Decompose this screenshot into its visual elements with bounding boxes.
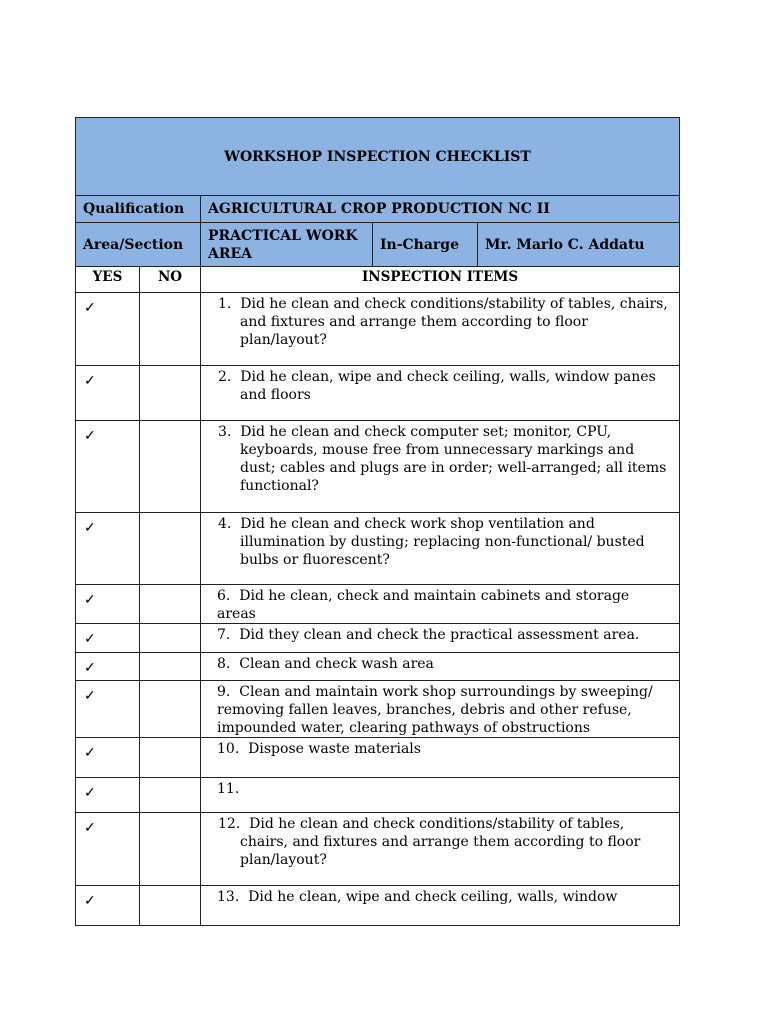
- items-column-header: INSPECTION ITEMS: [201, 267, 680, 293]
- table-row: [76, 513, 680, 585]
- check-mark-icon: ✓: [84, 592, 96, 608]
- check-mark-icon: ✓: [84, 785, 96, 801]
- no-check-cell: [140, 624, 201, 653]
- no-check-cell: [140, 886, 201, 926]
- inspection-item: [201, 366, 680, 421]
- table-row: [76, 585, 680, 624]
- item-number: 7.: [217, 627, 231, 643]
- item-text: Did he clean, check and maintain cabinets and storage areas: [217, 588, 630, 622]
- table-row: [76, 624, 680, 653]
- check-mark-icon: ✓: [84, 520, 96, 536]
- inspection-checklist-table: [75, 117, 680, 926]
- yes-check-cell: [76, 778, 140, 813]
- item-text: Did he clean, wipe and check ceiling, walls, window: [248, 889, 618, 905]
- item-text: Clean and maintain work shop surroundings by sweeping/ removing fallen leaves, branches, debris and other refuse, impounded water, clearing pathways of obstructions: [217, 684, 653, 736]
- item-text: Did he clean and check computer set; monitor, CPU, keyboards, mouse free from unnecessary markings and dust; cables and plugs are in order; well-arranged; all items functional?: [240, 424, 667, 494]
- item-number: 1.: [218, 296, 232, 312]
- inspection-item: [201, 513, 680, 585]
- no-check-cell: [140, 681, 201, 738]
- item-text: Did they clean and check the practical assessment area.: [239, 627, 640, 643]
- table-row: [76, 778, 680, 813]
- item-number: 2.: [218, 369, 232, 385]
- check-mark-icon: ✓: [84, 660, 96, 676]
- incharge-label: In-Charge: [373, 223, 478, 267]
- yes-check-cell: [76, 421, 140, 513]
- item-text: Clean and check wash area: [239, 656, 434, 672]
- yes-check-cell: [76, 681, 140, 738]
- item-number: 9.: [217, 684, 231, 700]
- item-number: 13.: [217, 889, 240, 905]
- item-number: 3.: [218, 424, 232, 440]
- checklist-title: WORKSHOP INSPECTION CHECKLIST: [76, 118, 680, 196]
- yes-check-cell: [76, 513, 140, 585]
- table-row: [76, 653, 680, 681]
- no-check-cell: [140, 513, 201, 585]
- item-text: Did he clean, wipe and check ceiling, walls, window panes and floors: [240, 369, 656, 403]
- no-check-cell: [140, 778, 201, 813]
- table-row: [76, 886, 680, 926]
- no-check-cell: [140, 653, 201, 681]
- no-check-cell: [140, 813, 201, 886]
- yes-check-cell: [76, 813, 140, 886]
- qualification-label: Qualification: [76, 196, 201, 223]
- inspection-item: [201, 585, 680, 624]
- table-row: [76, 681, 680, 738]
- check-mark-icon: ✓: [84, 631, 96, 647]
- no-check-cell: [140, 738, 201, 778]
- inspection-item: [201, 778, 680, 813]
- table-row: [76, 738, 680, 778]
- inspection-item: [201, 624, 680, 653]
- no-check-cell: [140, 366, 201, 421]
- check-mark-icon: ✓: [84, 820, 96, 836]
- yes-check-cell: [76, 624, 140, 653]
- no-check-cell: [140, 293, 201, 366]
- qualification-value: AGRICULTURAL CROP PRODUCTION NC II: [201, 196, 680, 223]
- check-mark-icon: ✓: [84, 893, 96, 909]
- incharge-value: Mr. Marlo C. Addatu: [478, 223, 680, 267]
- no-check-cell: [140, 585, 201, 624]
- item-text: Did he clean and check conditions/stability of tables, chairs, and fixtures and arrange them according to floor plan/layout?: [240, 816, 641, 868]
- inspection-item: [201, 653, 680, 681]
- yes-check-cell: [76, 886, 140, 926]
- check-mark-icon: ✓: [84, 745, 96, 761]
- item-text: Did he clean and check work shop ventilation and illumination by dusting; replacing non-functional/ busted bulbs or fluorescent?: [240, 516, 645, 568]
- inspection-item: [201, 813, 680, 886]
- item-number: 10.: [217, 741, 240, 757]
- no-column-header: NO: [140, 267, 201, 293]
- item-text: Did he clean and check conditions/stability of tables, chairs, and fixtures and arrange them according to floor plan/layout?: [240, 296, 668, 348]
- check-mark-icon: ✓: [84, 300, 96, 316]
- item-number: 11.: [217, 781, 240, 797]
- no-check-cell: [140, 421, 201, 513]
- inspection-item: [201, 681, 680, 738]
- table-row: [76, 293, 680, 366]
- inspection-item: [201, 738, 680, 778]
- table-row: [76, 421, 680, 513]
- check-mark-icon: ✓: [84, 373, 96, 389]
- item-text: Dispose waste materials: [248, 741, 421, 757]
- table-row: [76, 366, 680, 421]
- item-number: 4.: [218, 516, 232, 532]
- yes-check-cell: [76, 653, 140, 681]
- inspection-item: [201, 293, 680, 366]
- item-number: 8.: [217, 656, 231, 672]
- inspection-items: [76, 293, 680, 926]
- inspection-item: [201, 421, 680, 513]
- check-mark-icon: ✓: [84, 428, 96, 444]
- check-mark-icon: ✓: [84, 688, 96, 704]
- item-number: 12.: [218, 816, 241, 832]
- area-value: PRACTICAL WORK AREA: [201, 223, 373, 267]
- area-label: Area/Section: [76, 223, 201, 267]
- yes-check-cell: [76, 585, 140, 624]
- item-number: 6.: [217, 588, 231, 604]
- yes-check-cell: [76, 738, 140, 778]
- yes-check-cell: [76, 293, 140, 366]
- yes-check-cell: [76, 366, 140, 421]
- yes-column-header: YES: [76, 267, 140, 293]
- inspection-item: [201, 886, 680, 926]
- table-row: [76, 813, 680, 886]
